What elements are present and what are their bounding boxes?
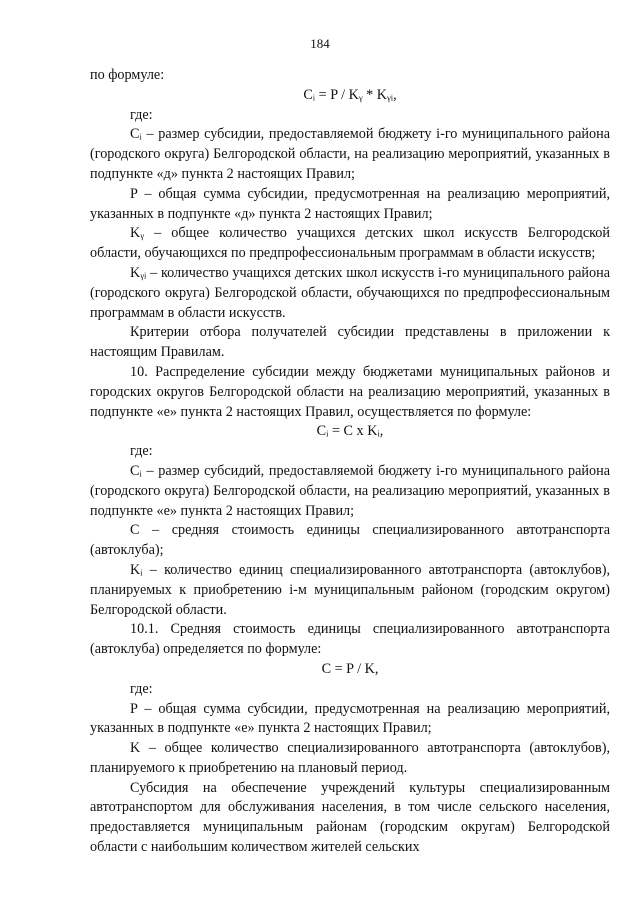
intro-text: по формуле: [90, 67, 165, 83]
definition-p: P – общая сумма субсидии, предусмотренная на реализацию мероприятий, указанных в подпункте «е» пункта 2 настоящих Правил; [90, 700, 610, 737]
point-10-1-paragraph: 10.1. Средняя стоимость единицы специализированного автотранспорта (автоклуба) определяется по формуле: [90, 621, 610, 658]
formula-subsidy-e: Cᵢ = C x Kᵢ, [316, 423, 384, 440]
definition-ky: Kᵧ – общее количество учащихся детских школ искусств Белгородской области, обучающихся по предпрофессиональным программам в области искусств; [90, 225, 610, 262]
where-label: где: [130, 106, 153, 123]
where-label: где: [130, 680, 153, 697]
definition-k: K – общее количество специализированного автотранспорта (автоклубов), планируемого к приобретению на плановый период. [90, 740, 610, 776]
page-number: 184 [310, 36, 330, 51]
document-body [90, 66, 610, 858]
formula-average-cost: C = P / K, [321, 660, 379, 677]
subsidy-paragraph: Субсидия на обеспечение учреждений культуры специализированным автотранспортом для обслуживания населения, в том числе сельского населения, предоставляется муниципальным районам (городским округам) Белгородской области с наибольшим количеством жителей сельских [90, 779, 610, 856]
definition-ci: Cᵢ – размер субсидий, предоставляемой бюджету i-го муниципального района (городского округа) Белгородской области, на реализацию мероприятий, указанных в подпункте «е» пункта 2 настоящих Правил; [90, 462, 610, 519]
where-label: где: [130, 443, 153, 460]
definition-p: P – общая сумма субсидии, предусмотренная на реализацию мероприятий, указанных в подпункте «д» пункта 2 настоящих Правил; [90, 185, 610, 222]
criteria-paragraph: Критерии отбора получателей субсидии представлены в приложении к настоящим Правилам. [90, 324, 610, 361]
formula-subsidy-d: Cᵢ = P / Kᵧ * Kᵧᵢ, [303, 86, 397, 103]
point-10-paragraph: 10. Распределение субсидии между бюджетами муниципальных районов и городских округов Белгородской области на реализацию мероприятий, указанных в подпункте «е» пункта 2 настоящих Правил, осуществляется по формуле: [90, 363, 610, 420]
definition-ci: Cᵢ – размер субсидии, предоставляемой бюджету i-го муниципального района (городского округа) Белгородской области, на реализацию мероприятий, указанных в подпункте «д» пункта 2 настоящих Правил; [90, 126, 610, 182]
definition-ki: Kᵢ – количество единиц специализированного автотранспорта (автоклубов), планируемых к приобретению i-м муниципальным районом (городским округом) Белгородской области. [90, 561, 610, 618]
definition-c: C – средняя стоимость единицы специализированного автотранспорта (автоклуба); [90, 522, 610, 559]
definition-kyi: Kᵧᵢ – количество учащихся детских школ искусств i-го муниципального района (городского округа) Белгородской области, обучающихся по предпрофессиональным программам в области искусств. [90, 264, 610, 321]
